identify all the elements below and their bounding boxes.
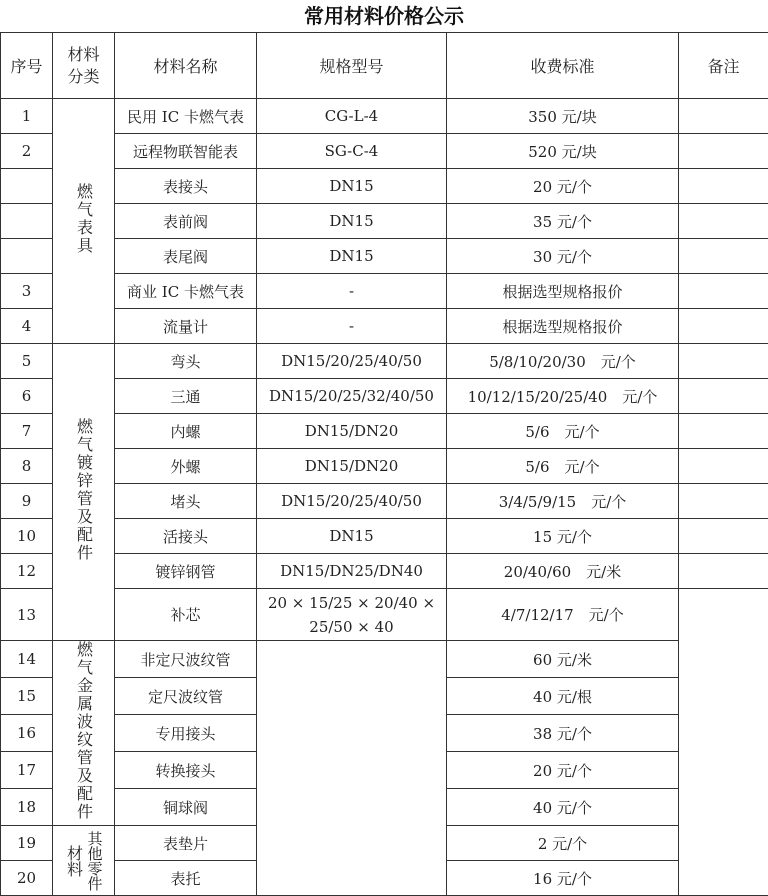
- row-no: 12: [1, 554, 53, 589]
- table-row: [1, 414, 768, 449]
- category-other-b: 其他零件: [87, 831, 103, 891]
- table-row: [1, 204, 768, 239]
- row-remark: [679, 414, 768, 449]
- row-remark: [679, 589, 768, 896]
- row-fee: 60 元/米: [447, 641, 679, 678]
- row-name: 内螺: [115, 414, 257, 449]
- header-fee: 收费标准: [447, 33, 679, 99]
- row-fee: 40 元/个: [447, 789, 679, 826]
- header-remark: 备注: [679, 33, 768, 99]
- row-fee: 根据选型规格报价: [447, 274, 679, 309]
- row-spec: SG-C-4: [257, 134, 447, 169]
- table-row: [1, 239, 768, 274]
- row-no: 1: [1, 99, 53, 134]
- category-label: 燃气镀锌管及配件: [75, 418, 93, 562]
- row-name: 表托: [115, 861, 257, 896]
- row-fee: 2 元/个: [447, 826, 679, 861]
- row-fee: 4/7/12/17 元/个: [447, 589, 679, 641]
- row-fee: 38 元/个: [447, 715, 679, 752]
- row-remark: [679, 519, 768, 554]
- row-name: 流量计: [115, 309, 257, 344]
- row-name: 表前阀: [115, 204, 257, 239]
- row-no: 9: [1, 484, 53, 519]
- row-no: 15: [1, 678, 53, 715]
- table-row: [1, 309, 768, 344]
- row-no: 13: [1, 589, 53, 641]
- table-row: [1, 379, 768, 414]
- row-spec: DN15/DN20: [257, 414, 447, 449]
- row-spec: DN15: [257, 169, 447, 204]
- row-name: 外螺: [115, 449, 257, 484]
- page-title: 常用材料价格公示: [0, 0, 768, 32]
- row-spec: -: [257, 309, 447, 344]
- row-remark: [679, 379, 768, 414]
- table-header-row: [1, 33, 768, 99]
- row-no: [1, 239, 53, 274]
- table-row: [1, 484, 768, 519]
- row-no: 7: [1, 414, 53, 449]
- row-remark: [679, 134, 768, 169]
- category-label: 燃气金属波纹管及配件: [75, 641, 93, 821]
- row-no: 4: [1, 309, 53, 344]
- row-fee: 3/4/5/9/15 元/个: [447, 484, 679, 519]
- row-fee: 520 元/块: [447, 134, 679, 169]
- header-category-line1: 材料: [53, 44, 114, 66]
- row-spec: DN15/20/25/32/40/50: [257, 379, 447, 414]
- row-no: 3: [1, 274, 53, 309]
- row-name: 定尺波纹管: [115, 678, 257, 715]
- row-name: 民用 IC 卡燃气表: [115, 99, 257, 134]
- row-remark: [679, 99, 768, 134]
- row-name: 三通: [115, 379, 257, 414]
- row-no: [1, 204, 53, 239]
- row-spec: 20 × 15/25 × 20/40 × 25/50 × 40: [257, 589, 447, 641]
- row-name: 活接头: [115, 519, 257, 554]
- category-galvanized: [53, 344, 115, 641]
- row-remark: [679, 554, 768, 589]
- row-spec: DN15: [257, 239, 447, 274]
- category-meter: [53, 99, 115, 344]
- row-spec: CG-L-4: [257, 99, 447, 134]
- row-name: 转换接头: [115, 752, 257, 789]
- row-remark: [679, 169, 768, 204]
- table-row: [1, 169, 768, 204]
- row-fee: 16 元/个: [447, 861, 679, 896]
- row-name: 表尾阀: [115, 239, 257, 274]
- table-row: [1, 554, 768, 589]
- row-fee: 5/6 元/个: [447, 414, 679, 449]
- category-corrugated: [53, 641, 115, 826]
- table-row: [1, 589, 768, 641]
- row-name: 非定尺波纹管: [115, 641, 257, 678]
- row-spec: DN15: [257, 204, 447, 239]
- row-name: 镀锌钢管: [115, 554, 257, 589]
- row-name: 弯头: [115, 344, 257, 379]
- row-no: 6: [1, 379, 53, 414]
- row-spec: DN15: [257, 519, 447, 554]
- row-fee: 10/12/15/20/25/40 元/个: [447, 379, 679, 414]
- table-row: [1, 344, 768, 379]
- row-no: 17: [1, 752, 53, 789]
- row-name: 补芯: [115, 589, 257, 641]
- row-fee: 20/40/60 元/米: [447, 554, 679, 589]
- row-remark: [679, 344, 768, 379]
- row-remark: [679, 204, 768, 239]
- row-name: 表接头: [115, 169, 257, 204]
- header-name: 材料名称: [115, 33, 257, 99]
- row-fee: 350 元/块: [447, 99, 679, 134]
- row-remark: [679, 239, 768, 274]
- row-fee: 35 元/个: [447, 204, 679, 239]
- table-row: [1, 134, 768, 169]
- table-row: [1, 274, 768, 309]
- row-name: 表垫片: [115, 826, 257, 861]
- row-no: 18: [1, 789, 53, 826]
- row-name: 商业 IC 卡燃气表: [115, 274, 257, 309]
- row-name: 远程物联智能表: [115, 134, 257, 169]
- row-no: 20: [1, 861, 53, 896]
- table-row: [1, 449, 768, 484]
- header-spec: 规格型号: [257, 33, 447, 99]
- row-spec: DN15/DN25/DN40: [257, 554, 447, 589]
- row-fee: 5/6 元/个: [447, 449, 679, 484]
- row-remark: [679, 449, 768, 484]
- row-no: 14: [1, 641, 53, 678]
- row-no: 16: [1, 715, 53, 752]
- row-fee: 根据选型规格报价: [447, 309, 679, 344]
- row-no: 8: [1, 449, 53, 484]
- table-row: [1, 99, 768, 134]
- row-fee: 20 元/个: [447, 169, 679, 204]
- row-no: 5: [1, 344, 53, 379]
- row-fee: 20 元/个: [447, 752, 679, 789]
- price-table: [0, 32, 768, 896]
- row-no: 2: [1, 134, 53, 169]
- header-category: [53, 33, 115, 99]
- row-spec: -: [257, 274, 447, 309]
- row-remark: [679, 274, 768, 309]
- category-label: 燃气表具: [75, 183, 93, 255]
- row-no: [1, 169, 53, 204]
- category-other-a: 材料: [65, 845, 83, 877]
- table-row: [1, 641, 768, 678]
- row-fee: 40 元/根: [447, 678, 679, 715]
- row-remark: [679, 309, 768, 344]
- row-fee: 30 元/个: [447, 239, 679, 274]
- table-row: [1, 519, 768, 554]
- row-remark: [679, 484, 768, 519]
- row-fee: 5/8/10/20/30 元/个: [447, 344, 679, 379]
- row-no: 10: [1, 519, 53, 554]
- row-spec: DN15/DN20: [257, 449, 447, 484]
- row-no: 19: [1, 826, 53, 861]
- row-name: 专用接头: [115, 715, 257, 752]
- row-name: 堵头: [115, 484, 257, 519]
- row-fee: 15 元/个: [447, 519, 679, 554]
- header-no: 序号: [1, 33, 53, 99]
- header-category-line2: 分类: [53, 66, 114, 88]
- row-name: 铜球阀: [115, 789, 257, 826]
- category-other: [53, 826, 115, 896]
- row-spec: DN15/20/25/40/50: [257, 484, 447, 519]
- row-spec: DN15/20/25/40/50: [257, 344, 447, 379]
- row-spec: [257, 641, 447, 896]
